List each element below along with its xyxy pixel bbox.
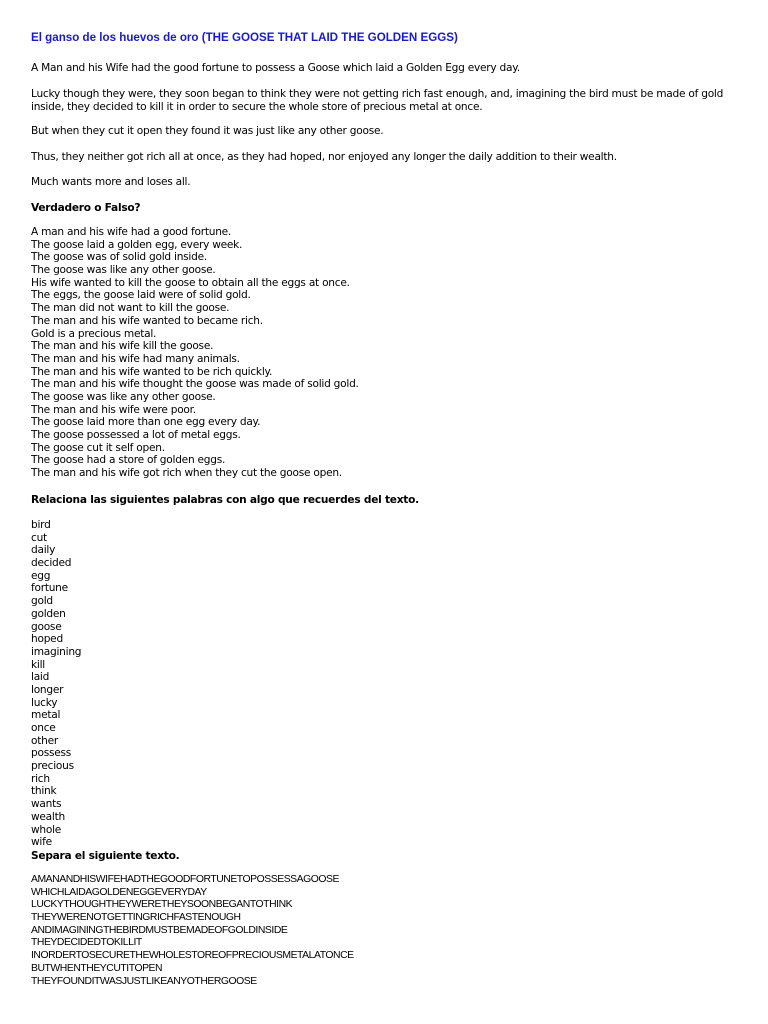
story-paragraph-3: But when they cut it open they found it was just like any other goose. xyxy=(31,125,384,137)
unseparated-text-line: BUTWHENTHEYCUTITOPEN xyxy=(31,962,163,974)
vocabulary-word: rich xyxy=(31,772,50,785)
unseparated-text-line: THEYFOUNDITWASJUSTLIKEANYOTHERGOOSE xyxy=(31,975,257,987)
true-false-statement: The goose was of solid gold inside. xyxy=(31,251,207,264)
vocabulary-word: imagining xyxy=(31,645,82,658)
vocabulary-word: kill xyxy=(31,658,45,671)
true-false-statement: The goose possessed a lot of metal eggs. xyxy=(31,429,241,441)
true-false-statement: A man and his wife had a good fortune. xyxy=(31,226,232,238)
true-false-statement: The goose was like any other goose. xyxy=(31,390,216,403)
vocabulary-word: egg xyxy=(31,569,51,582)
story-moral: Much wants more and loses all. xyxy=(31,176,191,188)
story-paragraph-1: A Man and his Wife had the good fortune to possess a Goose which laid a Golden Egg every day. xyxy=(31,62,520,74)
true-false-statement: Gold is a precious metal. xyxy=(31,327,157,340)
vocabulary-word: precious xyxy=(31,760,74,773)
true-false-statement: The man and his wife wanted to be rich quickly. xyxy=(31,365,273,378)
true-false-statement: The man and his wife had many animals. xyxy=(31,352,240,365)
true-false-statement: The goose cut it self open. xyxy=(31,441,165,454)
vocabulary-word: metal xyxy=(31,709,61,722)
true-false-statement: The goose laid a golden egg, every week. xyxy=(31,238,243,251)
true-false-statement: His wife wanted to kill the goose to obtain all the eggs at once. xyxy=(31,276,350,289)
vocabulary-word: gold xyxy=(31,595,53,608)
vocabulary-word: daily xyxy=(31,544,56,557)
word-match-heading: Relaciona las siguientes palabras con algo que recuerdes del texto. xyxy=(31,494,419,506)
true-false-statement: The goose was like any other goose. xyxy=(31,264,216,277)
true-false-statement: The man and his wife wanted to became rich. xyxy=(31,314,263,327)
story-paragraph-2: Lucky though they were, they soon began to think they were not getting rich fast enough, and, imagining the bird must be made of gold inside, they decided to kill it in order to secure the whole store of precious metal at once. xyxy=(31,88,724,113)
vocabulary-word: decided xyxy=(31,557,72,570)
vocabulary-word: once xyxy=(31,722,56,734)
unseparated-text-line: THEYDECIDEDTOKILLIT xyxy=(31,937,142,949)
true-false-statement: The eggs, the goose laid were of solid gold. xyxy=(31,289,251,302)
unseparated-text-line: INORDERTOSECURETHEWHOLESTOREOFPRECIOUSMETALATONCE xyxy=(31,950,354,962)
word-list xyxy=(31,519,81,849)
vocabulary-word: wants xyxy=(31,798,62,811)
vocabulary-word: lucky xyxy=(31,696,58,709)
vocabulary-word: think xyxy=(31,785,57,798)
separate-text-heading: Separa el siguiente texto. xyxy=(31,850,180,862)
true-false-statement: The man and his wife got rich when they cut the goose open. xyxy=(31,467,342,480)
vocabulary-word: wife xyxy=(31,836,52,849)
story-paragraph-4: Thus, they neither got rich all at once, as they had hoped, nor enjoyed any longer the daily addition to their wealth. xyxy=(31,151,617,163)
vocabulary-word: other xyxy=(31,734,58,747)
true-false-statement: The man and his wife were poor. xyxy=(31,403,196,416)
vocabulary-word: longer xyxy=(31,683,64,696)
true-false-statement: The man did not want to kill the goose. xyxy=(31,302,230,315)
true-false-list xyxy=(31,226,359,480)
page-title: El ganso de los huevos de oro (THE GOOSE THAT LAID THE GOLDEN EGGS) xyxy=(31,31,458,44)
vocabulary-word: cut xyxy=(31,531,47,544)
vocabulary-word: goose xyxy=(31,620,62,633)
vocabulary-word: hoped xyxy=(31,633,63,646)
unseparated-text-line: WHICHLAIDAGOLDENEGGEVERYDAY xyxy=(31,886,207,898)
vocabulary-word: whole xyxy=(31,823,62,836)
vocabulary-word: wealth xyxy=(31,810,65,823)
true-false-statement: The goose laid more than one egg every day. xyxy=(31,416,261,429)
unseparated-text-line: AMANANDHISWIFEHADTHEGOODFORTUNETOPOSSESSAGOOSE xyxy=(31,874,339,885)
vocabulary-word: bird xyxy=(31,519,51,531)
vocabulary-word: possess xyxy=(31,747,72,760)
vocabulary-word: golden xyxy=(31,607,66,620)
true-false-statement: The man and his wife kill the goose. xyxy=(31,340,214,353)
true-false-heading: Verdadero o Falso? xyxy=(31,202,141,214)
true-false-statement: The man and his wife thought the goose was made of solid gold. xyxy=(31,378,359,391)
vocabulary-word: fortune xyxy=(31,582,68,595)
true-false-statement: The goose had a store of golden eggs. xyxy=(31,454,226,467)
vocabulary-word: laid xyxy=(31,671,50,684)
unseparated-text-line: ANDIMAGININGTHEBIRDMUSTBEMADEOFGOLDINSIDE xyxy=(31,924,288,936)
unseparated-text-line: THEYWERENOTGETTINGRICHFASTENOUGH xyxy=(31,912,241,924)
unseparated-text-block xyxy=(31,874,354,988)
unseparated-text-line: LUCKYTHOUGHTHEYWERETHEYSOONBEGANTOTHINK xyxy=(31,899,293,911)
